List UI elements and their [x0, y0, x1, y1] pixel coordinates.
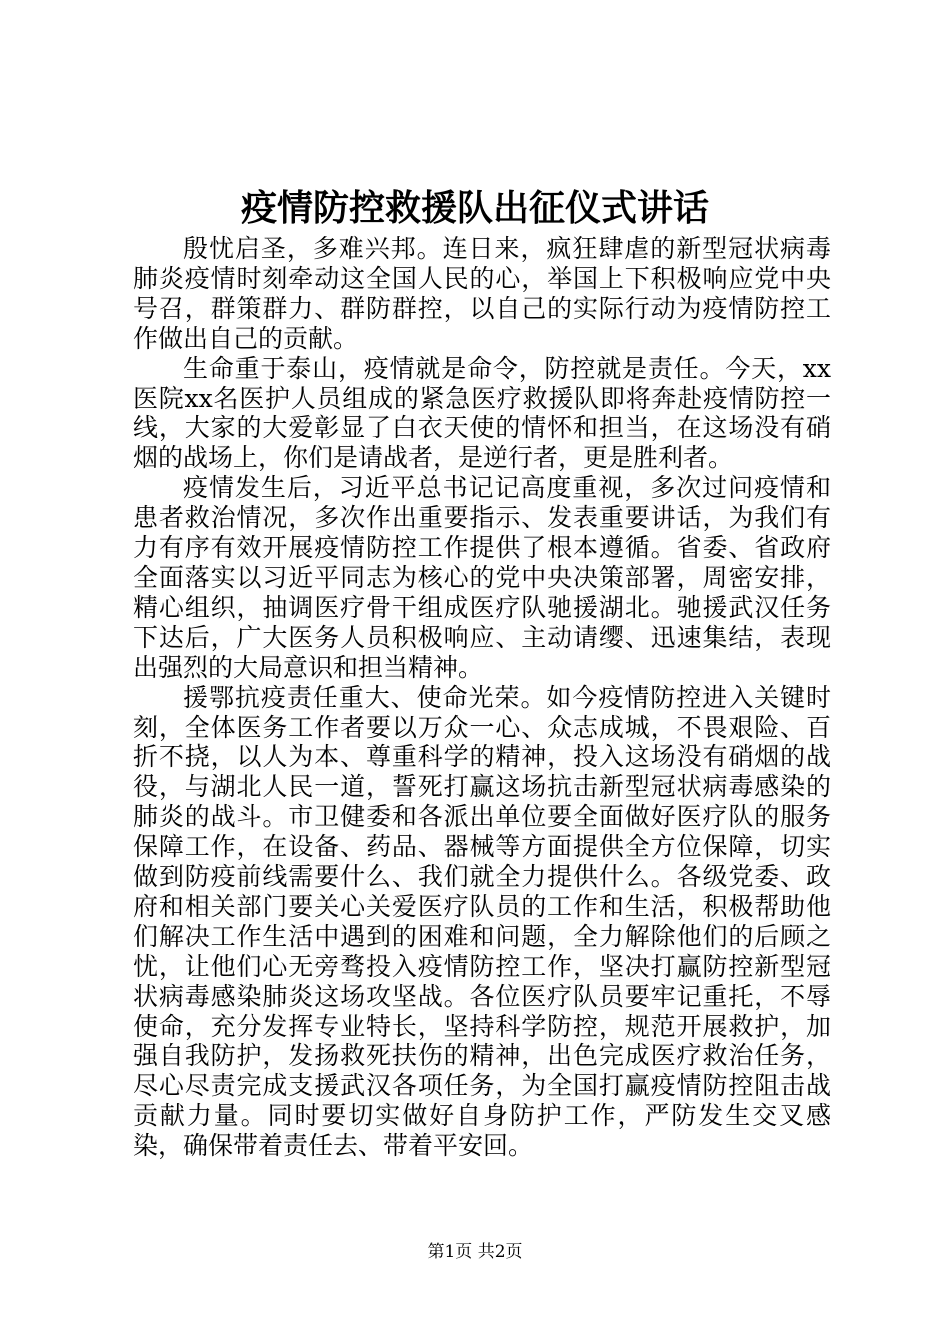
- paragraph-2: 生命重于泰山，疫情就是命令，防控就是责任。今天，xx医院xx名医护人员组成的紧急医疗救援队即将奔赴疫情防控一线，大家的大爱彰显了白衣天使的情怀和担当，在这场没有硝烟的战场上，你们是请战者，是逆行者，更是胜利者。: [133, 353, 831, 473]
- document-body: [133, 234, 831, 1161]
- page-number-footer: 第1页 共2页: [427, 1242, 523, 1262]
- paragraph-1: 殷忧启圣，多难兴邦。连日来，疯狂肆虐的新型冠状病毒肺炎疫情时刻牵动这全国人民的心，举国上下积极响应党中央号召，群策群力、群防群控，以自己的实际行动为疫情防控工作做出自己的贡献。: [133, 234, 831, 353]
- paragraph-4: 援鄂抗疫责任重大、使命光荣。如今疫情防控进入关键时刻，全体医务工作者要以万众一心、众志成城，不畏艰险、百折不挠，以人为本、尊重科学的精神，投入这场没有硝烟的战役，与湖北人民一道，誓死打赢这场抗击新型冠状病毒感染的肺炎的战斗。市卫健委和各派出单位要全面做好医疗队的服务保障工作，在设备、药品、器械等方面提供全方位保障，切实做到防疫前线需要什么、我们就全力提供什么。各级党委、政府和相关部门要关心关爱医疗队员的工作和生活，积极帮助他们解决工作生活中遇到的困难和问题，全力解除他们的后顾之忧，让他们心无旁骛投入疫情防控工作，坚决打赢防控新型冠状病毒感染肺炎这场攻坚战。各位医疗队员要牢记重托，不辱使命，充分发挥专业特长，坚持科学防控，规范开展救护，加强自我防护，发扬救死扶伤的精神，出色完成医疗救治任务，尽心尽责完成支援武汉各项任务，为全国打赢疫情防控阻击战贡献力量。同时要切实做好自身防护工作，严防发生交叉感染，确保带着责任去、带着平安回。: [133, 682, 831, 1161]
- paragraph-3: 疫情发生后，习近平总书记记高度重视，多次过问疫情和患者救治情况，多次作出重要指示、发表重要讲话，为我们有力有序有效开展疫情防控工作提供了根本遵循。省委、省政府全面落实以习近平同志为核心的党中央决策部署，周密安排，精心组织，抽调医疗骨干组成医疗队驰援湖北。驰援武汉任务下达后，广大医务人员积极响应、主动请缨、迅速集结，表现出强烈的大局意识和担当精神。: [133, 473, 831, 682]
- document-title: 疫情防控救援队出征仪式讲话: [240, 187, 709, 229]
